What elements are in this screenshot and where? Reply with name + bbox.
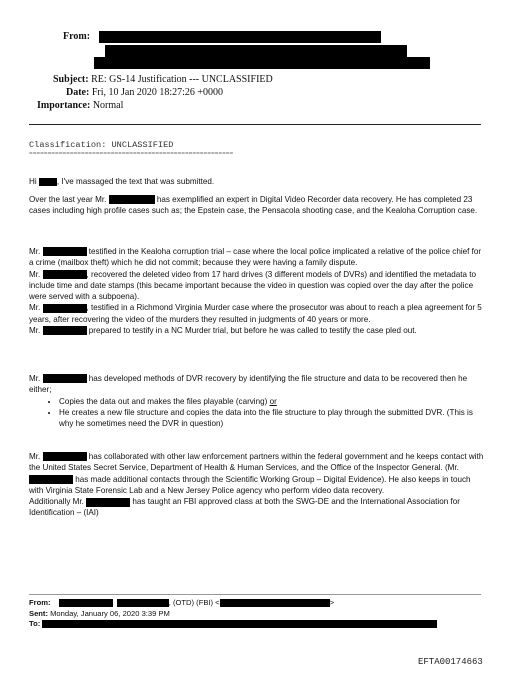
paragraph-1 [29, 194, 487, 217]
paragraph-4 [29, 451, 487, 519]
list-item [59, 407, 487, 430]
text: has made additional contacts through the Scientific Working Group – Digital Evidence). He also keeps in touch with Virginia State Forensic Lab and a New Jersey Police agency who perform video data recovery. [29, 474, 471, 495]
greeting-text: , I've massaged the text that was submitted. [56, 177, 215, 186]
header-importance-row [37, 99, 123, 112]
text: prepared to testify in a NC Murder trial, but before he was called to testify the case pled out. [88, 326, 417, 336]
from-label: From: [63, 31, 91, 42]
footer-divider [29, 594, 481, 595]
text: Over the last year Mr. [29, 195, 107, 204]
bates-number: EFTA00174663 [418, 657, 483, 667]
header-subject-row [53, 73, 273, 86]
text: , recovered the deleted video from 17 hard drives (3 different models of DVRs) and identified the metadata to include time and date stamps (this became important because the video in question was copied over the day after the police were served with a subpoena). [29, 269, 476, 302]
text: Mr. [29, 303, 41, 313]
classification-rule: ======================================================= [29, 150, 234, 157]
classification-line [29, 140, 173, 150]
text: Mr. [29, 269, 41, 279]
fwd-to-row [29, 619, 489, 630]
text: or [269, 396, 277, 406]
redaction [117, 599, 169, 607]
text: Additionally Mr. [29, 497, 84, 507]
classification-text: Classification: UNCLASSIFIED [29, 140, 174, 150]
redaction [86, 498, 130, 507]
paragraph-2 [29, 246, 487, 336]
fwd-from-end: > [329, 598, 335, 607]
text: , testified in a Richmond Virginia Murder case where the prosecutor was about to reach a plea agreement for 5 years, after recovering the video of the murders they resulted in judgments of 40 years or more. [29, 303, 482, 324]
subject-label: Subject: [53, 74, 89, 85]
redaction [59, 599, 113, 607]
text: testified in the Kealoha corruption trial – case where the local police implicated a relative of the police chief for a crime (mailbox theft) which he did not commit; because they were having a family dispute. [29, 247, 482, 268]
text: Mr. [29, 247, 41, 256]
redaction [43, 247, 87, 256]
header-divider [29, 124, 481, 125]
date-label: Date: [66, 87, 90, 98]
header-date-row [66, 86, 223, 99]
redaction [42, 620, 437, 628]
fwd-to-label: To: [29, 619, 41, 628]
text: has taught an FBI approved class at both the SWG-DE and the International Association for Identification – (IAI) [29, 497, 460, 518]
text: Mr. [29, 374, 41, 383]
fwd-from-org: , (OTD) (FBI) < [168, 598, 220, 607]
fwd-sent-label: Sent: [29, 608, 48, 618]
importance-value: Normal [92, 100, 124, 111]
redaction [43, 452, 87, 461]
fwd-sent-row [29, 609, 489, 620]
redaction [29, 475, 73, 484]
redaction [39, 178, 57, 186]
redaction [43, 270, 87, 279]
redaction [109, 195, 155, 204]
fwd-from-label: From: [29, 598, 51, 607]
redaction [220, 599, 330, 607]
text: has collaborated with other law enforcement partners within the federal government and he keeps contact with the United States Secret Service, Department of Health & Human Services, and the Office of the Inspector General. (Mr. [29, 452, 484, 473]
list-item [59, 396, 487, 407]
header-from-row [63, 30, 381, 43]
greeting [29, 176, 487, 187]
text: has exemplified an expert in Digital Video Recorder data recovery. He has completed 23 cases including high profile cases such as; the Epstein case, the Pensacola shooting case, and the Kealoha Corruption case. [29, 195, 478, 216]
text: Copies the data out and makes the files playable (carving) [59, 396, 268, 406]
paragraph-3 [29, 373, 487, 429]
redaction [105, 45, 407, 57]
greeting-hi: Hi [29, 177, 37, 186]
text: Mr. [29, 326, 41, 336]
redaction [99, 31, 381, 43]
redaction [43, 326, 87, 335]
importance-label: Importance: [37, 100, 91, 111]
redaction [43, 374, 87, 383]
fwd-sent-value: Monday, January 06, 2020 3:39 PM [50, 608, 170, 618]
subject-value: RE: GS-14 Justification --- UNCLASSIFIED [91, 74, 273, 85]
redaction [43, 304, 87, 313]
text: He creates a new file structure and copies the data into the file structure to play through the submitted DVR. (This is why he sometimes need the DVR in question) [59, 407, 473, 429]
redaction [94, 57, 430, 69]
forwarded-header [29, 598, 489, 630]
text: has developed methods of DVR recovery by identifying the file structure and data to be recovered then he either; [29, 374, 468, 395]
date-value: Fri, 10 Jan 2020 18:27:26 +0000 [91, 87, 224, 98]
text: Mr. [29, 452, 41, 461]
method-list [29, 396, 487, 430]
fwd-from-row [29, 598, 489, 609]
